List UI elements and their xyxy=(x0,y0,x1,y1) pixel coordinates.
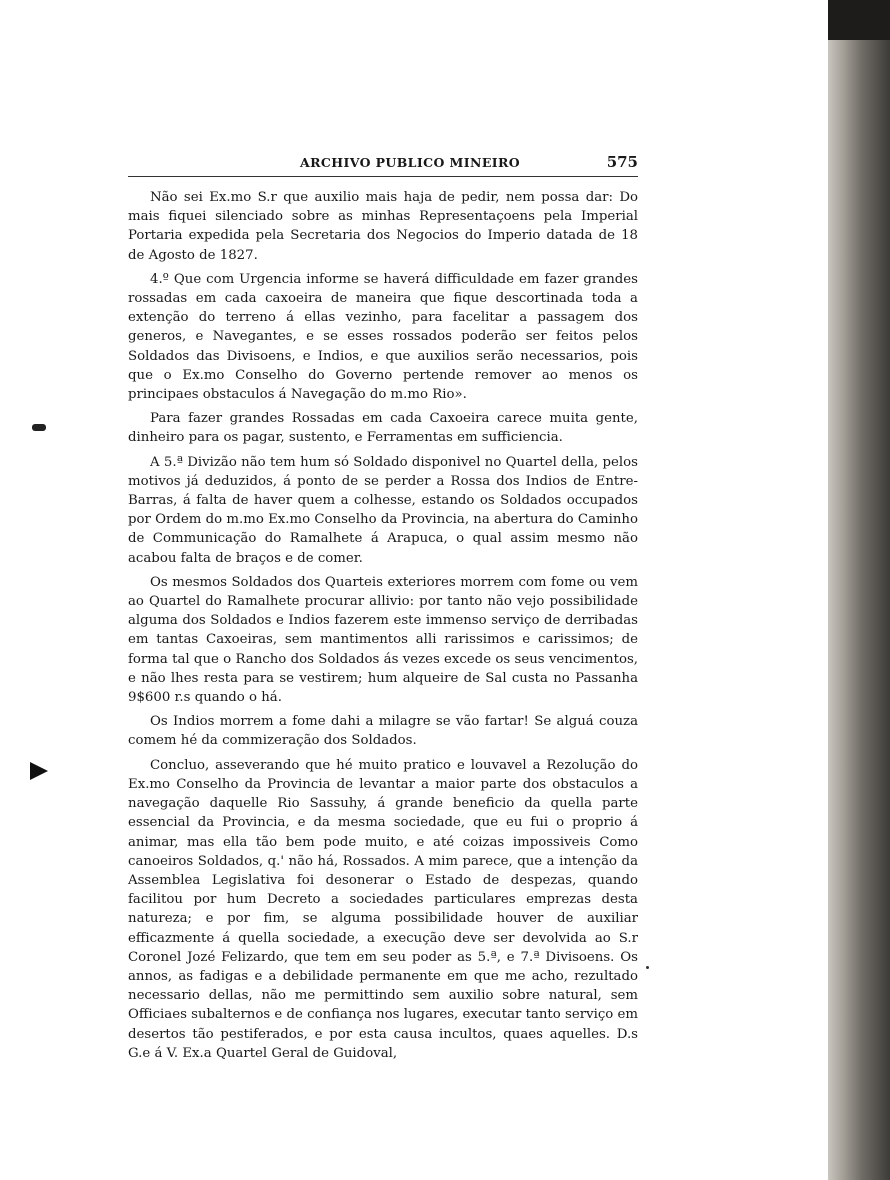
book-spine-corner xyxy=(828,0,890,40)
running-title: ARCHIVO PUBLICO MINEIRO xyxy=(300,155,521,170)
paragraph: A 5.ª Divizão não tem hum só Soldado disponivel no Quartel della, pelos motivos já deduzidos, á ponto de se perder a Rossa dos Indios de Entre-Barras, á falta de haver quem a colhesse, estando os Soldados occupados por Ordem do m.mo Ex.mo Conselho da Provincia, na abertura do Caminho de Communicação do Ramalhete á Arapuca, o qual assim mesmo não acabou falta de braços e de comer. xyxy=(128,454,638,566)
paragraph: Os Indios morrem a fome dahi a milagre se vão fartar! Se alguá couza comem hé da commizeração dos Soldados. xyxy=(128,714,638,749)
paragraph: Concluo, asseverando que hé muito pratico e louvavel a Rezolução do Ex.mo Conselho da Provincia de levantar a maior parte dos obstaculos a navegação daquelle Rio Sassuhy, á grande beneficio da quella parte essencial da Provincia, e da mesma sociedade, que eu fui o proprio á animar, mas ella tão bem pode muito, e até coizas impossiveis Como canoeiros Soldados, q.' não há, Rossados. A mim parece, que a intenção da Assemblea Legislativa foi desonerar o Estado de despezas, quando facilitou por hum Decreto a sociedades particulares emprezas desta natureza; e por fim, se alguma possibilidade houver de auxiliar efficazmente á quella sociedade, a execução deve ser devolvida ao S.r Coronel Jozé Felizardo, que tem em seu poder as 5.ª, e 7.ª Divisoens. Os annos, as fadigas e a debilidade permanente em que me acho, rezultado necessario dellas, não me permittindo sem auxilio sobre natural, sem Officiaes subalternos e de confiança nos lugares, executar tanto serviço em desertos tão pestiferados, e por esta causa incultos, quaes aquelles. D.s G.e á V. Ex.a Quartel Geral de Guidoval, xyxy=(128,757,638,1061)
running-header xyxy=(128,150,638,177)
margin-speck xyxy=(646,966,649,969)
margin-mark-arrow xyxy=(30,762,48,780)
paragraph: 4.º Que com Urgencia informe se haverá difficuldade em fazer grandes rossadas em cada caxoeira de maneira que fique descortinada toda a extenção do terreno á ellas vezinho, para facelitar a passagem dos generos, e Navegantes, e se esses rossados poderão ser feitos pelos Soldados das Divisoens, e Indios, e que auxilios serão necessarios, pois que o Ex.mo Conselho do Governo pertende remover ao menos os principaes obstaculos á Navegação do m.mo Rio». xyxy=(128,271,638,403)
paragraph: Os mesmos Soldados dos Quarteis exteriores morrem com fome ou vem ao Quartel do Ramalhete procurar allivio: por tanto não vejo possibilidade alguma dos Soldados e Indios fazerem este immenso serviço de derribadas em tantas Caxoeiras, sem mantimentos alli rarissimos e carissimos; de forma tal que o Rancho dos Soldados ás vezes excede os seus vencimentos, e não lhes resta para se vestirem; hum alqueire de Sal custa no Passanha 9$600 r.s quando o há. xyxy=(128,574,638,706)
page-number: 575 xyxy=(606,153,638,171)
paragraph: Não sei Ex.mo S.r que auxilio mais haja de pedir, nem possa dar: Do mais fiquei silenciado sobre as minhas Representaçoens pela Imperial Portaria expedida pela Secretaria dos Negocios do Imperio datada de 18 de Agosto de 1827. xyxy=(128,190,638,263)
book-spine-shadow xyxy=(828,0,890,1180)
document-page xyxy=(128,150,638,1068)
paragraph: Para fazer grandes Rossadas em cada Caxoeira carece muita gente, dinheiro para os pagar, sustento, e Ferramentas em sufficiencia. xyxy=(128,411,638,446)
margin-mark-dash xyxy=(32,424,46,431)
document-body xyxy=(128,188,638,1063)
